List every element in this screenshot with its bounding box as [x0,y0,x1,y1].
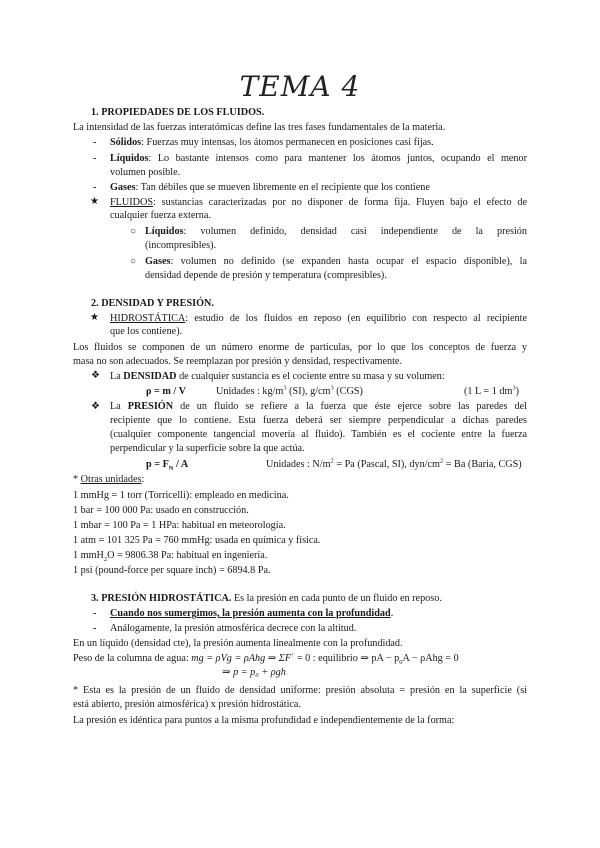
fluidos-paragraph-line-1: Los fluidos se componen de un número enorme de partículas, por lo que los conceptos de fuerza y [73,342,527,353]
pressure-result-formula: ⇒ p = p₀ + ρgh [222,667,286,678]
fl-gases-term: Gases [145,256,171,267]
unit-line: 1 mmHg = 1 torr (Torricelli): empleado en medicina. [73,490,289,501]
presion-line-1: La PRESIÓN de un fluido se refiere a la fuerza que éste ejerce sobre las paredes del [110,401,528,412]
fl-liquidos-line [145,225,527,238]
liter-equivalence: (1 L = 1 $dm^3$) [464,384,520,397]
hidrostatica-text-cont: que los contiene). [110,326,183,337]
liquido-line: En un líquido (densidad cte), la presión aumenta linealmente con la profundidad. [73,638,403,649]
circle-bullet-icon: ○ [130,256,137,267]
solidos-term: Sólidos [110,137,142,148]
gases-line [110,181,430,194]
star-bullet-icon: ★ [90,196,99,207]
densidad-line: La DENSIDAD de cualquier sustancia es el cociente entre su masa y su volumen: [110,371,445,382]
fl-liquidos-text-cont: (incompresibles). [145,240,217,251]
presion-line-2: recipiente que lo contiene. Esta fuerza deberá ser siempre perpendicular a dichas paredes [110,415,527,426]
solidos-line [110,136,434,149]
presion-formula: $p = F_N / A$ [146,459,189,473]
fluidos-paragraph-line-2: masa no son adecuados. Se reemplazan por presión y densidad, respectivamente. [73,356,402,367]
star-bullet-icon: ★ [90,312,99,323]
dash-marker: - [93,623,97,634]
fl-gases-text: : volumen no definido (se expanden hasta ocupar el espacio disponible), la [170,256,527,267]
hidrostatica-text: : estudio de los fluidos en reposo (en equilibrio con respecto al recipiente [185,313,527,324]
fl-liquidos-term: Líquidos [145,226,184,237]
hidrostatica-line [110,312,527,325]
solidos-text: : Fuerzas muy intensas, los átomos permanecen en posiciones casi fijas. [141,137,434,148]
fluidos-text-cont: cualquier fuerza externa. [110,210,211,221]
diamond-bullet-icon: ❖ [91,401,100,412]
fl-liquidos-text: : volumen definido, densidad casi independiente de la presión [183,226,527,237]
densidad-term: DENSIDAD [123,371,177,382]
altitud-line: Análogamente, la presión atmosférica decrece con la altitud. [110,623,357,634]
fl-gases-text-cont: densidad depende de presión y temperatura (compresibles). [145,270,387,281]
dash-marker: - [93,137,97,148]
unit-line-psi: 1 psi (pound-force per square inch) = 6894.8 Pa. [73,565,271,576]
unit-line: 1 mbar = 100 Pa = 1 HPa: habitual en meteorología. [73,520,286,531]
page-title: TEMA 4 [239,70,361,103]
section-1-intro: La intensidad de las fuerzas interatómicas define las tres fases fundamentales de la materia. [73,122,446,133]
sumergimos-line: Cuando nos sumergimos, la presión aumenta con la profundidad. [110,608,394,619]
densidad-formula: ρ = m / V [146,386,186,397]
liquidos-text-cont: volumen posible. [110,167,181,178]
presion-units: Unidades : $N/m^2 = Pa$ (Pascal, SI), dyn/$cm^2 = Ba$ (Baria, CGS) [266,457,522,470]
presion-line-3: (cualquier componente tangencial movería al fluido). También es el cociente entre la fuerza [110,429,527,440]
otras-unidades-label: * Otras unidades: [73,474,145,485]
section-2-heading: 2. DENSIDAD Y PRESIÓN. [91,298,214,309]
gases-text: : Tan débiles que se mueven libremente en el recipiente que los contiene [135,182,430,193]
section-1-heading: 1. PROPIEDADES DE LOS FLUIDOS. [91,107,265,118]
note-line-1: * Esta es la presión de un fluido de densidad uniforme: presión absoluta = presión en la superficie (si [73,685,527,696]
fl-gases-line [145,255,527,268]
unit-line-mmh2o: 1 mmH$_2$O = 9806.38 Pa: habitual en ingeniería. [73,550,268,564]
section-3-heading: 3. PRESIÓN HIDROSTÁTICA. Es la presión en cada punto de un fluido en reposo. [91,593,442,604]
fluidos-line [110,196,527,209]
liquidos-term: Líquidos [110,153,149,164]
note-line-2: está abierto, presión atmosférica) x presión hidrostática. [73,699,302,710]
fluidos-text: : sustancias caracterizadas por no disponer de forma fija. Fluyen bajo el efecto de [153,197,527,208]
unit-line: 1 atm = 101 325 Pa = 760 mmHg: usada en química y física. [73,535,321,546]
gases-term: Gases [110,182,136,193]
dash-marker: - [93,608,97,619]
fluidos-term: FLUIDOS [110,197,154,208]
hidrostatica-term: HIDROSTÁTICA [110,313,186,324]
last-line: La presión es idéntica para puntos a la misma profundidad e independientemente de la forma: [73,715,455,726]
presion-line-4: perpendicular y la superficie sobre la que actúa. [110,443,305,454]
peso-columna-line: Peso de la columna de agua: mg = ρVg = ρAhg ⇒ ΣF↑ = 0 : equilibrio ⇒ pA − $p_0A - \rho Ahg = 0$ [73,651,459,667]
liquidos-text: : Lo bastante intensos como para mantener los átomos juntos, ocupando el menor [148,153,527,164]
unit-line: 1 bar = 100 000 Pa: usado en construcción. [73,505,249,516]
densidad-units: Unidades : $kg/m^3$ (SI), $g/cm^3$ (CGS) [216,384,363,397]
diamond-bullet-icon: ❖ [91,370,100,381]
presion-term: PRESIÓN [127,401,174,412]
liquidos-line [110,152,527,165]
dash-marker: - [93,153,97,164]
dash-marker: - [93,182,97,193]
circle-bullet-icon: ○ [130,226,137,237]
